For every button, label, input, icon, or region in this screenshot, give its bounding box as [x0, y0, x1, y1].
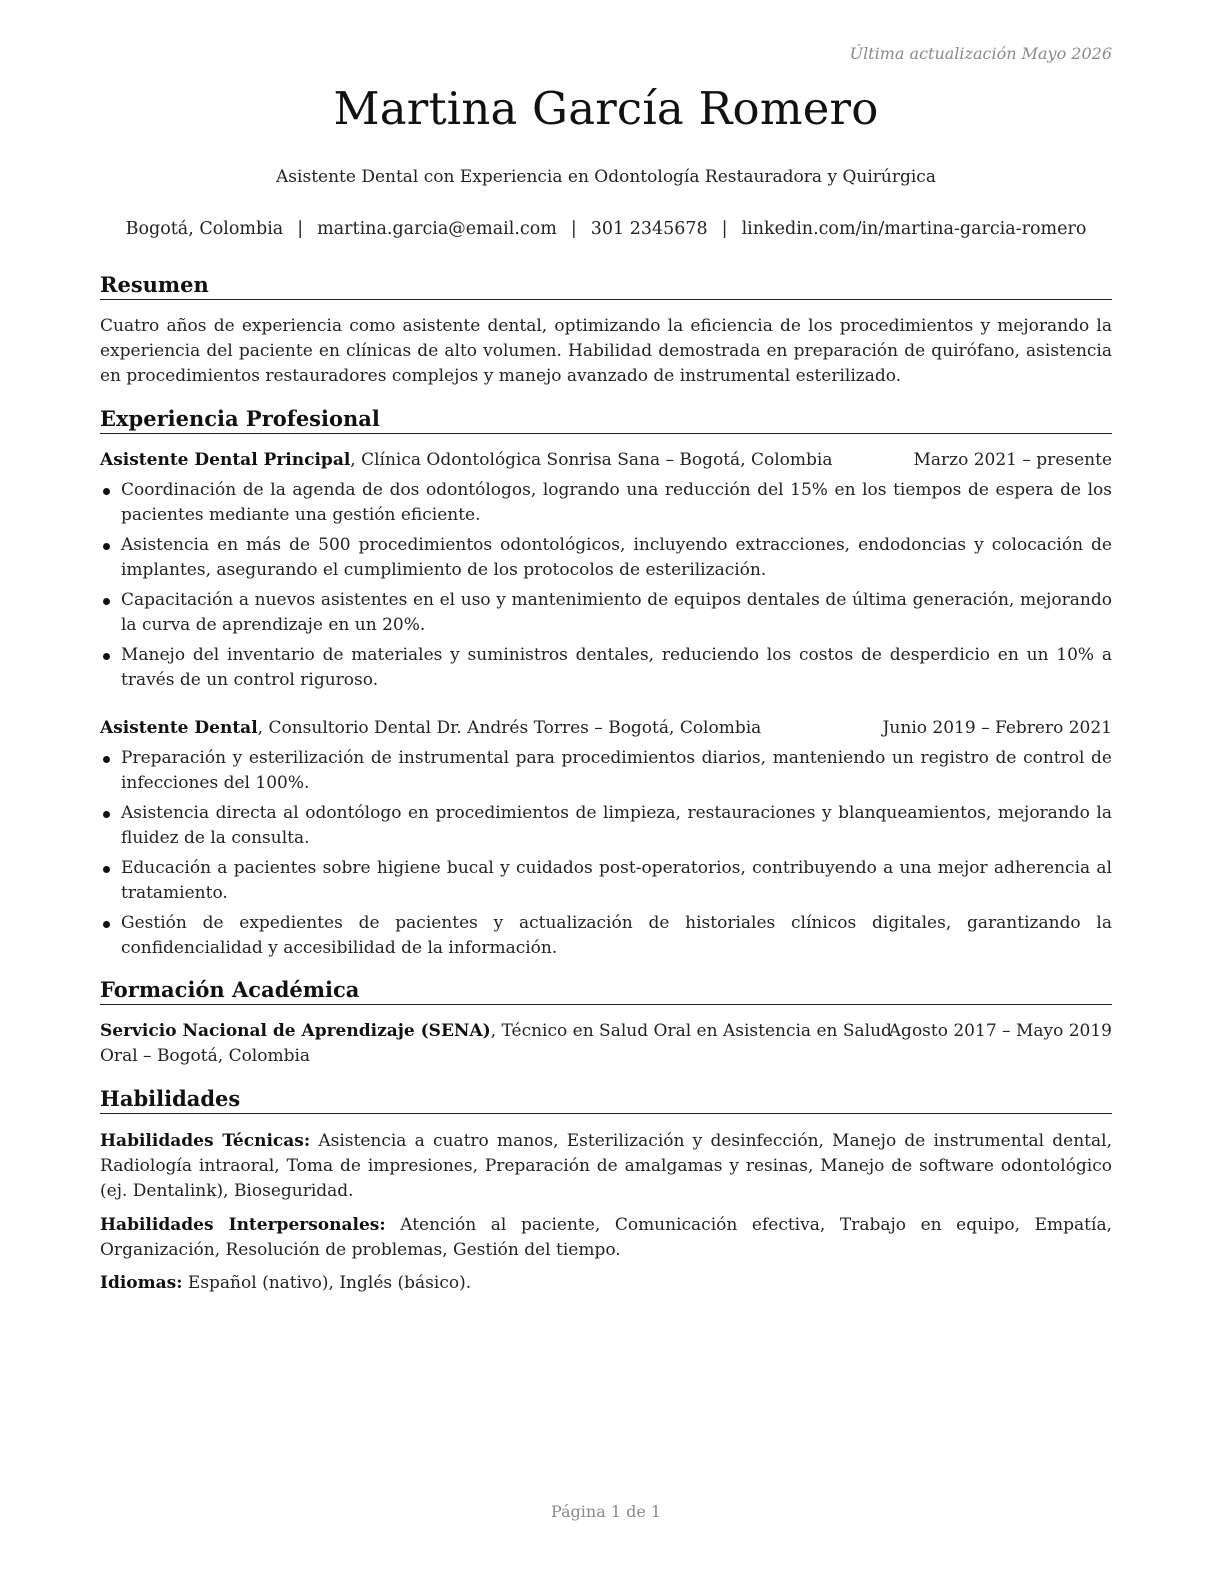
- contact-line: [100, 219, 1112, 239]
- bullet-icon: [103, 488, 110, 495]
- job-company: , Clínica Odontológica Sonrisa Sana – Bogotá, Colombia: [350, 450, 833, 470]
- contact-phone: 301 2345678: [590, 219, 708, 239]
- contact-separator: |: [721, 219, 728, 239]
- bullet-text: Gestión de expedientes de pacientes y actualización de historiales clínicos digitales, garantizando la confidencialidad y accesibilidad de la información.: [121, 913, 1112, 958]
- bullet-text: Asistencia directa al odontólogo en procedimientos de limpieza, restauraciones y blanqueamientos, mejorando la fluidez de la consulta.: [121, 803, 1112, 848]
- job-company: , Consultorio Dental Dr. Andrés Torres – Bogotá, Colombia: [257, 718, 762, 738]
- education-heading: Formación Académica: [100, 977, 1112, 1005]
- last-updated-date: Última actualización Mayo 2026: [849, 44, 1112, 63]
- bullet-text: Educación a pacientes sobre higiene bucal y cuidados post-operatorios, contribuyendo a una mejor adherencia al tratamiento.: [121, 858, 1112, 903]
- contact-email[interactable]: martina.garcia@email.com: [317, 219, 557, 239]
- list-item: [100, 588, 1112, 638]
- bullet-icon: [103, 543, 110, 550]
- bullet-text: Coordinación de la agenda de dos odontólogos, logrando una reducción del 15% en los tiempos de espera de los pacientes mediante una gestión eficiente.: [121, 480, 1112, 525]
- bullet-icon: [103, 811, 110, 818]
- languages-text: Español (nativo), Inglés (básico).: [182, 1273, 472, 1293]
- list-item: [100, 478, 1112, 528]
- interpersonal-skills-label: Habilidades Interpersonales:: [100, 1215, 386, 1235]
- list-item: [100, 643, 1112, 693]
- job-header: [100, 448, 1112, 473]
- contact-separator: |: [570, 219, 577, 239]
- interpersonal-skills: [100, 1213, 1112, 1263]
- page-number: Página 1 de 1: [550, 1502, 662, 1521]
- education-dates: Agosto 2017 – Mayo 2019: [888, 1021, 1112, 1041]
- summary-heading: Resumen: [100, 272, 1112, 300]
- bullet-icon: [103, 598, 110, 605]
- technical-skills: [100, 1129, 1112, 1204]
- education-program: , Técnico en Salud Oral en Asistencia en Salud: [490, 1021, 892, 1041]
- job-title: Asistente Dental: [100, 718, 258, 738]
- education-institution: Servicio Nacional de Aprendizaje (SENA): [100, 1021, 491, 1041]
- skills-heading: Habilidades: [100, 1086, 1112, 1114]
- experience-heading: Experiencia Profesional: [100, 406, 1112, 434]
- job-dates: Marzo 2021 – presente: [913, 450, 1112, 470]
- education-program-continued: Oral – Bogotá, Colombia: [100, 1046, 311, 1066]
- candidate-headline: Asistente Dental con Experiencia en Odontología Restauradora y Quirúrgica: [276, 167, 936, 187]
- bullet-text: Manejo del inventario de materiales y suministros dentales, reduciendo los costos de desperdicio en un 10% a través de un control riguroso.: [121, 645, 1112, 690]
- technical-skills-text: Asistencia a cuatro manos, Esterilización y desinfección, Manejo de instrumental dental, Radiología intraoral, Toma de impresiones, Preparación de amalgamas y resinas, Manejo de software odontológico (ej. Dentalink), Bioseguridad.: [100, 1131, 1112, 1201]
- education-line: [100, 1019, 1112, 1044]
- languages: [100, 1271, 1112, 1296]
- bullet-icon: [103, 756, 110, 763]
- job-bullet-list: [100, 478, 1112, 698]
- contact-separator: |: [297, 219, 304, 239]
- job-header: [100, 716, 1112, 741]
- list-item: [100, 801, 1112, 851]
- bullet-icon: [103, 866, 110, 873]
- job-dates: Junio 2019 – Febrero 2021: [882, 718, 1112, 738]
- candidate-name: Martina García Romero: [333, 82, 879, 135]
- bullet-text: Capacitación a nuevos asistentes en el uso y mantenimiento de equipos dentales de última generación, mejorando la curva de aprendizaje en un 20%.: [121, 590, 1112, 635]
- contact-location: Bogotá, Colombia: [125, 219, 284, 239]
- summary-text: Cuatro años de experiencia como asistente dental, optimizando la eficiencia de los procedimientos y mejorando la experiencia del paciente en clínicas de alto volumen. Habilidad demostrada en preparación de quirófano, asistencia en procedimientos restauradores complejos y manejo avanzado de instrumental esterilizado.: [100, 316, 1112, 386]
- list-item: [100, 533, 1112, 583]
- job-bullet-list: [100, 746, 1112, 966]
- bullet-text: Asistencia en más de 500 procedimientos odontológicos, incluyendo extracciones, endodoncias y colocación de implantes, asegurando el cumplimiento de los protocolos de esterilización.: [121, 535, 1112, 580]
- list-item: [100, 911, 1112, 961]
- bullet-icon: [103, 921, 110, 928]
- interpersonal-skills-text: Atención al paciente, Comunicación efectiva, Trabajo en equipo, Empatía, Organización, Resolución de problemas, Gestión del tiempo.: [100, 1215, 1112, 1260]
- resume-page: [100, 0, 1112, 1584]
- education-entry: [100, 1019, 1112, 1069]
- job-title: Asistente Dental Principal: [100, 450, 351, 470]
- languages-label: Idiomas:: [100, 1273, 183, 1293]
- list-item: [100, 856, 1112, 906]
- bullet-icon: [103, 653, 110, 660]
- list-item: [100, 746, 1112, 796]
- bullet-text: Preparación y esterilización de instrumental para procedimientos diarios, manteniendo un registro de control de infecciones del 100%.: [121, 748, 1112, 793]
- contact-linkedin[interactable]: linkedin.com/in/martina-garcia-romero: [741, 219, 1087, 239]
- technical-skills-label: Habilidades Técnicas:: [100, 1131, 311, 1151]
